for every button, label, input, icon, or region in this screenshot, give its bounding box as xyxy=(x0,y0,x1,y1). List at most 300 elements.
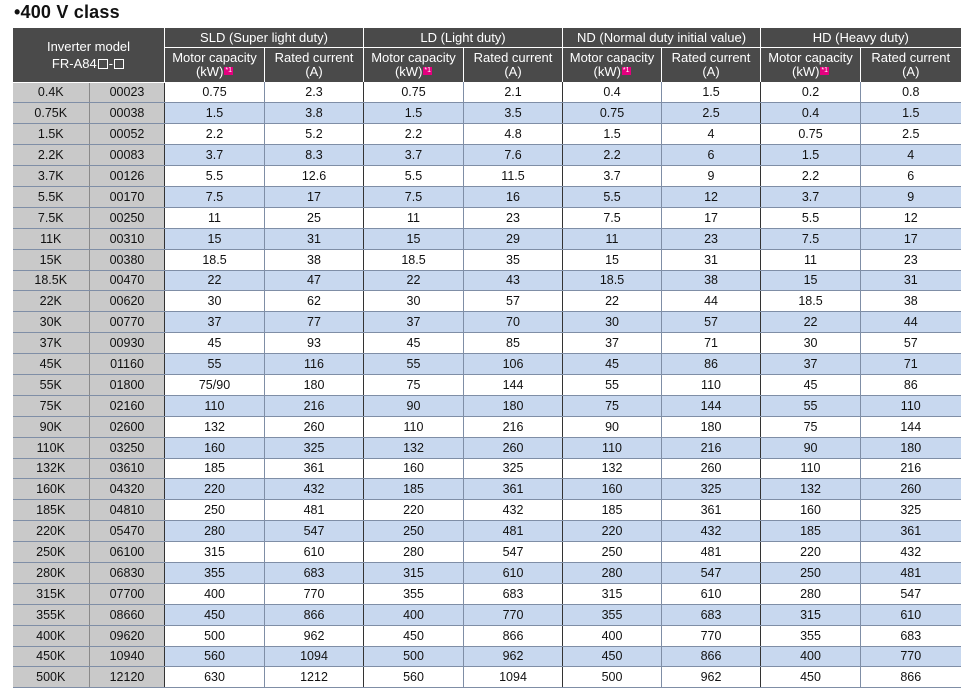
ld-motor-kw-cell: 7.5 xyxy=(364,186,464,207)
ld-motor-kw-cell: 500 xyxy=(364,646,464,667)
nd-rated-current-cell: 180 xyxy=(662,416,761,437)
model-number-cell: 06100 xyxy=(90,542,165,563)
rated-current-header: Rated current (A) xyxy=(662,48,761,83)
footnote-marker: *1 xyxy=(821,67,829,74)
model-number-cell: 09620 xyxy=(90,625,165,646)
group-header-hd: HD (Heavy duty) xyxy=(761,28,961,48)
hd-rated-current-cell: 71 xyxy=(861,354,961,375)
sld-rated-current-cell: 116 xyxy=(265,354,364,375)
nd-rated-current-cell: 2.5 xyxy=(662,103,761,124)
sld-motor-kw-cell: 355 xyxy=(165,562,265,583)
nd-rated-current-cell: 4 xyxy=(662,124,761,145)
sld-motor-kw-cell: 500 xyxy=(165,625,265,646)
footnote-marker: *1 xyxy=(622,67,630,74)
motor-capacity-header: Motor capacity (kW) *1 xyxy=(761,48,861,83)
table-row xyxy=(13,500,961,521)
nd-motor-kw-cell: 15 xyxy=(563,249,662,270)
model-code-label: FR-A84 - xyxy=(52,56,125,71)
model-capacity-code-cell: 1.5K xyxy=(13,124,90,145)
ld-rated-current-cell: 361 xyxy=(464,479,563,500)
nd-rated-current-cell: 962 xyxy=(662,667,761,688)
group-header-nd: ND (Normal duty initial value) xyxy=(563,28,761,48)
table-row xyxy=(13,124,961,145)
nd-rated-current-cell: 683 xyxy=(662,604,761,625)
hd-rated-current-cell: 86 xyxy=(861,374,961,395)
nd-rated-current-cell: 361 xyxy=(662,500,761,521)
ld-rated-current-cell: 3.5 xyxy=(464,103,563,124)
model-capacity-code-cell: 75K xyxy=(13,395,90,416)
rating-table xyxy=(12,28,961,688)
ld-motor-kw-cell: 45 xyxy=(364,333,464,354)
ld-rated-current-cell: 432 xyxy=(464,500,563,521)
hd-rated-current-cell: 361 xyxy=(861,521,961,542)
nd-rated-current-cell: 6 xyxy=(662,145,761,166)
model-capacity-code-cell: 0.4K xyxy=(13,82,90,103)
sld-rated-current-cell: 962 xyxy=(265,625,364,646)
sld-motor-kw-cell: 132 xyxy=(165,416,265,437)
nd-motor-kw-cell: 30 xyxy=(563,312,662,333)
ld-rated-current-cell: 1094 xyxy=(464,667,563,688)
hd-rated-current-cell: 12 xyxy=(861,207,961,228)
model-capacity-code-cell: 0.75K xyxy=(13,103,90,124)
group-header-sld: SLD (Super light duty) xyxy=(165,28,364,48)
ld-motor-kw-cell: 18.5 xyxy=(364,249,464,270)
nd-motor-kw-cell: 18.5 xyxy=(563,270,662,291)
hd-motor-kw-cell: 315 xyxy=(761,604,861,625)
nd-motor-kw-cell: 1.5 xyxy=(563,124,662,145)
sld-motor-kw-cell: 7.5 xyxy=(165,186,265,207)
model-number-cell: 03250 xyxy=(90,437,165,458)
model-capacity-code-cell: 30K xyxy=(13,312,90,333)
placeholder-square-icon xyxy=(114,59,124,69)
hd-rated-current-cell: 770 xyxy=(861,646,961,667)
section-title: •400 V class xyxy=(14,2,120,22)
sld-motor-kw-cell: 30 xyxy=(165,291,265,312)
ld-motor-kw-cell: 2.2 xyxy=(364,124,464,145)
sld-rated-current-cell: 770 xyxy=(265,583,364,604)
hd-rated-current-cell: 547 xyxy=(861,583,961,604)
model-capacity-code-cell: 37K xyxy=(13,333,90,354)
hd-rated-current-cell: 683 xyxy=(861,625,961,646)
model-capacity-code-cell: 250K xyxy=(13,542,90,563)
ld-rated-current-cell: 216 xyxy=(464,416,563,437)
nd-motor-kw-cell: 37 xyxy=(563,333,662,354)
ld-rated-current-cell: 2.1 xyxy=(464,82,563,103)
table-row xyxy=(13,583,961,604)
ld-motor-kw-cell: 1.5 xyxy=(364,103,464,124)
ld-rated-current-cell: 866 xyxy=(464,625,563,646)
ld-motor-kw-cell: 90 xyxy=(364,395,464,416)
ld-rated-current-cell: 962 xyxy=(464,646,563,667)
sld-motor-kw-cell: 15 xyxy=(165,228,265,249)
hd-motor-kw-cell: 30 xyxy=(761,333,861,354)
ld-motor-kw-cell: 315 xyxy=(364,562,464,583)
nd-rated-current-cell: 547 xyxy=(662,562,761,583)
sld-rated-current-cell: 1094 xyxy=(265,646,364,667)
nd-rated-current-cell: 31 xyxy=(662,249,761,270)
model-number-cell: 04320 xyxy=(90,479,165,500)
ld-motor-kw-cell: 355 xyxy=(364,583,464,604)
table-row xyxy=(13,186,961,207)
table-row xyxy=(13,291,961,312)
model-label: Inverter model xyxy=(46,38,131,54)
model-capacity-code-cell: 90K xyxy=(13,416,90,437)
nd-motor-kw-cell: 75 xyxy=(563,395,662,416)
group-header-ld: LD (Light duty) xyxy=(364,28,563,48)
hd-motor-kw-cell: 18.5 xyxy=(761,291,861,312)
nd-rated-current-cell: 216 xyxy=(662,437,761,458)
table-row xyxy=(13,416,961,437)
model-capacity-code-cell: 11K xyxy=(13,228,90,249)
sld-motor-kw-cell: 280 xyxy=(165,521,265,542)
nd-rated-current-cell: 432 xyxy=(662,521,761,542)
sld-rated-current-cell: 2.3 xyxy=(265,82,364,103)
table-row xyxy=(13,354,961,375)
model-capacity-code-cell: 3.7K xyxy=(13,166,90,187)
hd-motor-kw-cell: 250 xyxy=(761,562,861,583)
sld-rated-current-cell: 38 xyxy=(265,249,364,270)
nd-motor-kw-cell: 45 xyxy=(563,354,662,375)
nd-rated-current-cell: 1.5 xyxy=(662,82,761,103)
nd-rated-current-cell: 770 xyxy=(662,625,761,646)
nd-rated-current-cell: 9 xyxy=(662,166,761,187)
hd-motor-kw-cell: 75 xyxy=(761,416,861,437)
model-number-cell: 04810 xyxy=(90,500,165,521)
ld-motor-kw-cell: 5.5 xyxy=(364,166,464,187)
ld-rated-current-cell: 106 xyxy=(464,354,563,375)
ld-rated-current-cell: 85 xyxy=(464,333,563,354)
model-capacity-code-cell: 220K xyxy=(13,521,90,542)
sld-rated-current-cell: 77 xyxy=(265,312,364,333)
hd-motor-kw-cell: 45 xyxy=(761,374,861,395)
nd-motor-kw-cell: 220 xyxy=(563,521,662,542)
nd-motor-kw-cell: 7.5 xyxy=(563,207,662,228)
ld-rated-current-cell: 57 xyxy=(464,291,563,312)
nd-rated-current-cell: 866 xyxy=(662,646,761,667)
sld-motor-kw-cell: 55 xyxy=(165,354,265,375)
model-number-cell: 00380 xyxy=(90,249,165,270)
ld-rated-current-cell: 29 xyxy=(464,228,563,249)
table-row xyxy=(13,562,961,583)
model-capacity-code-cell: 160K xyxy=(13,479,90,500)
sld-rated-current-cell: 12.6 xyxy=(265,166,364,187)
model-capacity-code-cell: 7.5K xyxy=(13,207,90,228)
hd-motor-kw-cell: 280 xyxy=(761,583,861,604)
model-number-cell: 06830 xyxy=(90,562,165,583)
model-number-cell: 00470 xyxy=(90,270,165,291)
ld-motor-kw-cell: 0.75 xyxy=(364,82,464,103)
model-capacity-code-cell: 355K xyxy=(13,604,90,625)
model-number-cell: 00770 xyxy=(90,312,165,333)
ld-motor-kw-cell: 37 xyxy=(364,312,464,333)
hd-rated-current-cell: 38 xyxy=(861,291,961,312)
hd-motor-kw-cell: 355 xyxy=(761,625,861,646)
hd-motor-kw-cell: 185 xyxy=(761,521,861,542)
nd-motor-kw-cell: 450 xyxy=(563,646,662,667)
model-header xyxy=(13,28,165,82)
sld-rated-current-cell: 216 xyxy=(265,395,364,416)
sld-rated-current-cell: 260 xyxy=(265,416,364,437)
ld-rated-current-cell: 70 xyxy=(464,312,563,333)
ld-rated-current-cell: 7.6 xyxy=(464,145,563,166)
hd-rated-current-cell: 57 xyxy=(861,333,961,354)
sld-rated-current-cell: 683 xyxy=(265,562,364,583)
sld-rated-current-cell: 547 xyxy=(265,521,364,542)
hd-rated-current-cell: 144 xyxy=(861,416,961,437)
ld-rated-current-cell: 43 xyxy=(464,270,563,291)
hd-rated-current-cell: 44 xyxy=(861,312,961,333)
model-number-cell: 00620 xyxy=(90,291,165,312)
nd-motor-kw-cell: 355 xyxy=(563,604,662,625)
model-number-cell: 00170 xyxy=(90,186,165,207)
footnote-marker: *1 xyxy=(225,67,233,74)
hd-rated-current-cell: 4 xyxy=(861,145,961,166)
nd-motor-kw-cell: 400 xyxy=(563,625,662,646)
hd-motor-kw-cell: 0.2 xyxy=(761,82,861,103)
model-capacity-code-cell: 110K xyxy=(13,437,90,458)
model-number-cell: 00930 xyxy=(90,333,165,354)
sld-motor-kw-cell: 220 xyxy=(165,479,265,500)
ld-motor-kw-cell: 185 xyxy=(364,479,464,500)
sld-motor-kw-cell: 250 xyxy=(165,500,265,521)
sld-rated-current-cell: 62 xyxy=(265,291,364,312)
hd-motor-kw-cell: 160 xyxy=(761,500,861,521)
table-row xyxy=(13,479,961,500)
nd-rated-current-cell: 57 xyxy=(662,312,761,333)
model-capacity-code-cell: 450K xyxy=(13,646,90,667)
hd-rated-current-cell: 432 xyxy=(861,542,961,563)
nd-motor-kw-cell: 160 xyxy=(563,479,662,500)
model-number-cell: 12120 xyxy=(90,667,165,688)
table-body xyxy=(13,82,961,688)
hd-rated-current-cell: 260 xyxy=(861,479,961,500)
nd-rated-current-cell: 71 xyxy=(662,333,761,354)
ld-rated-current-cell: 144 xyxy=(464,374,563,395)
table-header xyxy=(13,28,961,82)
nd-rated-current-cell: 86 xyxy=(662,354,761,375)
model-capacity-code-cell: 500K xyxy=(13,667,90,688)
ld-rated-current-cell: 11.5 xyxy=(464,166,563,187)
ld-motor-kw-cell: 55 xyxy=(364,354,464,375)
hd-rated-current-cell: 0.8 xyxy=(861,82,961,103)
rated-current-header: Rated current (A) xyxy=(265,48,364,83)
sld-rated-current-cell: 866 xyxy=(265,604,364,625)
sld-motor-kw-cell: 3.7 xyxy=(165,145,265,166)
sld-motor-kw-cell: 1.5 xyxy=(165,103,265,124)
sld-motor-kw-cell: 75/90 xyxy=(165,374,265,395)
ld-rated-current-cell: 180 xyxy=(464,395,563,416)
sld-motor-kw-cell: 185 xyxy=(165,458,265,479)
hd-motor-kw-cell: 5.5 xyxy=(761,207,861,228)
sld-rated-current-cell: 432 xyxy=(265,479,364,500)
model-capacity-code-cell: 400K xyxy=(13,625,90,646)
ld-motor-kw-cell: 450 xyxy=(364,625,464,646)
sld-rated-current-cell: 325 xyxy=(265,437,364,458)
model-number-cell: 00083 xyxy=(90,145,165,166)
sld-motor-kw-cell: 450 xyxy=(165,604,265,625)
nd-motor-kw-cell: 132 xyxy=(563,458,662,479)
hd-motor-kw-cell: 132 xyxy=(761,479,861,500)
sld-rated-current-cell: 180 xyxy=(265,374,364,395)
model-capacity-code-cell: 22K xyxy=(13,291,90,312)
sld-motor-kw-cell: 11 xyxy=(165,207,265,228)
hd-motor-kw-cell: 7.5 xyxy=(761,228,861,249)
nd-motor-kw-cell: 11 xyxy=(563,228,662,249)
hd-motor-kw-cell: 1.5 xyxy=(761,145,861,166)
hd-motor-kw-cell: 15 xyxy=(761,270,861,291)
ld-motor-kw-cell: 560 xyxy=(364,667,464,688)
ld-motor-kw-cell: 280 xyxy=(364,542,464,563)
table-row xyxy=(13,458,961,479)
nd-motor-kw-cell: 2.2 xyxy=(563,145,662,166)
hd-rated-current-cell: 325 xyxy=(861,500,961,521)
ld-rated-current-cell: 35 xyxy=(464,249,563,270)
table-row xyxy=(13,228,961,249)
table-row xyxy=(13,82,961,103)
ld-rated-current-cell: 683 xyxy=(464,583,563,604)
ld-rated-current-cell: 16 xyxy=(464,186,563,207)
sld-rated-current-cell: 25 xyxy=(265,207,364,228)
hd-rated-current-cell: 1.5 xyxy=(861,103,961,124)
hd-rated-current-cell: 17 xyxy=(861,228,961,249)
hd-rated-current-cell: 23 xyxy=(861,249,961,270)
table-row xyxy=(13,312,961,333)
model-capacity-code-cell: 18.5K xyxy=(13,270,90,291)
model-number-cell: 08660 xyxy=(90,604,165,625)
ld-motor-kw-cell: 110 xyxy=(364,416,464,437)
sld-motor-kw-cell: 0.75 xyxy=(165,82,265,103)
sld-motor-kw-cell: 160 xyxy=(165,437,265,458)
nd-rated-current-cell: 38 xyxy=(662,270,761,291)
model-capacity-code-cell: 15K xyxy=(13,249,90,270)
hd-motor-kw-cell: 220 xyxy=(761,542,861,563)
ld-motor-kw-cell: 250 xyxy=(364,521,464,542)
sld-rated-current-cell: 31 xyxy=(265,228,364,249)
sld-rated-current-cell: 8.3 xyxy=(265,145,364,166)
sld-rated-current-cell: 361 xyxy=(265,458,364,479)
table-row xyxy=(13,145,961,166)
hd-motor-kw-cell: 55 xyxy=(761,395,861,416)
ld-motor-kw-cell: 220 xyxy=(364,500,464,521)
sld-motor-kw-cell: 37 xyxy=(165,312,265,333)
sld-rated-current-cell: 3.8 xyxy=(265,103,364,124)
hd-motor-kw-cell: 90 xyxy=(761,437,861,458)
model-number-cell: 00310 xyxy=(90,228,165,249)
hd-rated-current-cell: 180 xyxy=(861,437,961,458)
nd-motor-kw-cell: 55 xyxy=(563,374,662,395)
nd-motor-kw-cell: 22 xyxy=(563,291,662,312)
sld-rated-current-cell: 5.2 xyxy=(265,124,364,145)
nd-motor-kw-cell: 5.5 xyxy=(563,186,662,207)
hd-motor-kw-cell: 0.4 xyxy=(761,103,861,124)
hd-motor-kw-cell: 2.2 xyxy=(761,166,861,187)
model-number-cell: 01800 xyxy=(90,374,165,395)
hd-motor-kw-cell: 37 xyxy=(761,354,861,375)
table-row xyxy=(13,395,961,416)
motor-capacity-header: Motor capacity (kW) *1 xyxy=(364,48,464,83)
model-number-cell: 00023 xyxy=(90,82,165,103)
nd-motor-kw-cell: 3.7 xyxy=(563,166,662,187)
table-row xyxy=(13,625,961,646)
nd-motor-kw-cell: 280 xyxy=(563,562,662,583)
ld-motor-kw-cell: 15 xyxy=(364,228,464,249)
table-row xyxy=(13,521,961,542)
table-row xyxy=(13,604,961,625)
sld-motor-kw-cell: 315 xyxy=(165,542,265,563)
table-row xyxy=(13,667,961,688)
nd-motor-kw-cell: 110 xyxy=(563,437,662,458)
model-capacity-code-cell: 5.5K xyxy=(13,186,90,207)
hd-rated-current-cell: 610 xyxy=(861,604,961,625)
ld-motor-kw-cell: 3.7 xyxy=(364,145,464,166)
model-capacity-code-cell: 280K xyxy=(13,562,90,583)
ld-rated-current-cell: 547 xyxy=(464,542,563,563)
model-number-cell: 05470 xyxy=(90,521,165,542)
ld-rated-current-cell: 325 xyxy=(464,458,563,479)
ld-rated-current-cell: 4.8 xyxy=(464,124,563,145)
motor-capacity-header: Motor capacity (kW) *1 xyxy=(165,48,265,83)
hd-motor-kw-cell: 450 xyxy=(761,667,861,688)
hd-motor-kw-cell: 400 xyxy=(761,646,861,667)
rated-current-header: Rated current (A) xyxy=(861,48,961,83)
table-row xyxy=(13,103,961,124)
ld-motor-kw-cell: 30 xyxy=(364,291,464,312)
model-number-cell: 01160 xyxy=(90,354,165,375)
model-capacity-code-cell: 315K xyxy=(13,583,90,604)
ld-motor-kw-cell: 75 xyxy=(364,374,464,395)
sld-motor-kw-cell: 630 xyxy=(165,667,265,688)
hd-rated-current-cell: 866 xyxy=(861,667,961,688)
sld-motor-kw-cell: 2.2 xyxy=(165,124,265,145)
model-number-cell: 00038 xyxy=(90,103,165,124)
nd-motor-kw-cell: 500 xyxy=(563,667,662,688)
sld-motor-kw-cell: 22 xyxy=(165,270,265,291)
model-number-cell: 02600 xyxy=(90,416,165,437)
nd-rated-current-cell: 44 xyxy=(662,291,761,312)
table-row xyxy=(13,333,961,354)
sld-motor-kw-cell: 560 xyxy=(165,646,265,667)
hd-rated-current-cell: 110 xyxy=(861,395,961,416)
table-row xyxy=(13,646,961,667)
hd-rated-current-cell: 9 xyxy=(861,186,961,207)
hd-rated-current-cell: 2.5 xyxy=(861,124,961,145)
ld-rated-current-cell: 481 xyxy=(464,521,563,542)
ld-motor-kw-cell: 160 xyxy=(364,458,464,479)
hd-motor-kw-cell: 110 xyxy=(761,458,861,479)
hd-motor-kw-cell: 0.75 xyxy=(761,124,861,145)
table-row xyxy=(13,207,961,228)
model-capacity-code-cell: 45K xyxy=(13,354,90,375)
nd-rated-current-cell: 481 xyxy=(662,542,761,563)
model-number-cell: 00250 xyxy=(90,207,165,228)
hd-rated-current-cell: 31 xyxy=(861,270,961,291)
table-row xyxy=(13,374,961,395)
nd-rated-current-cell: 23 xyxy=(662,228,761,249)
model-number-cell: 02160 xyxy=(90,395,165,416)
nd-motor-kw-cell: 0.75 xyxy=(563,103,662,124)
table-row xyxy=(13,437,961,458)
hd-motor-kw-cell: 3.7 xyxy=(761,186,861,207)
motor-capacity-header: Motor capacity (kW) *1 xyxy=(563,48,662,83)
nd-rated-current-cell: 12 xyxy=(662,186,761,207)
sld-motor-kw-cell: 110 xyxy=(165,395,265,416)
table-row xyxy=(13,249,961,270)
model-capacity-code-cell: 185K xyxy=(13,500,90,521)
placeholder-square-icon xyxy=(98,59,108,69)
nd-rated-current-cell: 110 xyxy=(662,374,761,395)
nd-motor-kw-cell: 315 xyxy=(563,583,662,604)
sld-rated-current-cell: 481 xyxy=(265,500,364,521)
